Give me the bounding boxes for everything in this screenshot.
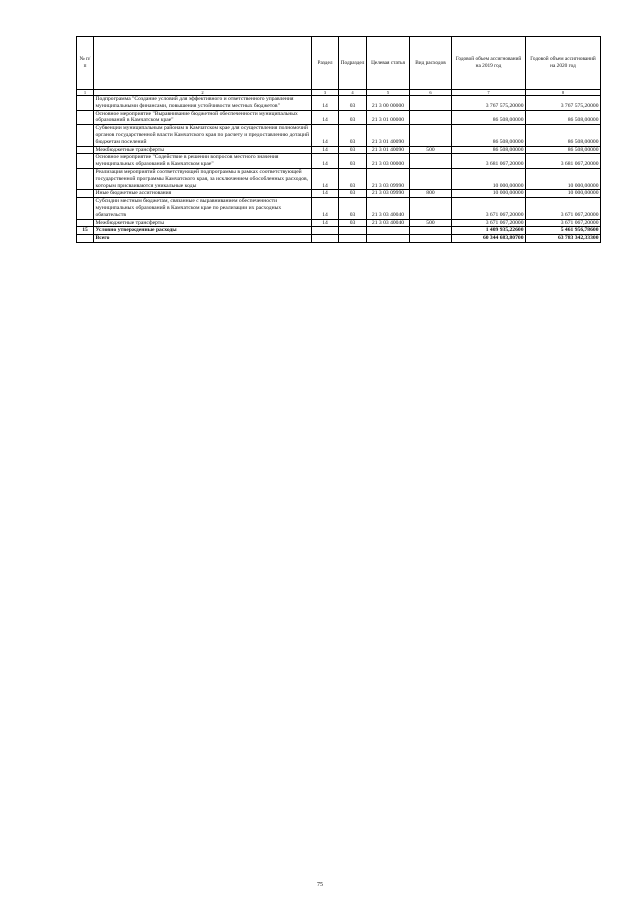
table-row bbox=[77, 154, 601, 169]
cell-expense-type bbox=[410, 168, 452, 189]
cell-number bbox=[77, 168, 94, 189]
cell-amount-2020: 86 508,00000 bbox=[526, 146, 601, 154]
cell-amount-2019: 60 344 683,80700 bbox=[452, 235, 526, 243]
cell-name: Межбюджетные трансферты bbox=[94, 146, 312, 154]
cell-number bbox=[77, 110, 94, 125]
cell-amount-2020: 86 508,00000 bbox=[526, 110, 601, 125]
cell-amount-2019: 86 508,00000 bbox=[452, 146, 526, 154]
column-number: 5 bbox=[367, 90, 410, 96]
header-podrazdel: Подраздел bbox=[339, 37, 367, 90]
cell-name: Всего bbox=[94, 235, 312, 243]
cell-name: Субсидии местным бюджетам, связанные с выравниванием обеспеченности муниципальных образований в Камчатском крае по реализации их расходных обязательств bbox=[94, 198, 312, 219]
cell-name: Иные бюджетные ассигнования bbox=[94, 190, 312, 198]
cell-number: 15 bbox=[77, 227, 94, 235]
cell-expense-type bbox=[410, 154, 452, 169]
cell-target-article: 21 3 03 40040 bbox=[367, 219, 410, 227]
cell-amount-2020: 10 000,00000 bbox=[526, 190, 601, 198]
cell-podrazdel: 03 bbox=[339, 146, 367, 154]
cell-razdel: 14 bbox=[312, 110, 339, 125]
cell-number bbox=[77, 125, 94, 146]
cell-razdel: 14 bbox=[312, 154, 339, 169]
header-2020: Годовой объем ассигнований на 2020 год bbox=[526, 37, 601, 90]
column-number: 4 bbox=[339, 90, 367, 96]
budget-table bbox=[76, 36, 601, 243]
cell-expense-type bbox=[410, 235, 452, 243]
cell-razdel bbox=[312, 227, 339, 235]
table-body bbox=[77, 96, 601, 243]
cell-number bbox=[77, 219, 94, 227]
cell-podrazdel: 03 bbox=[339, 198, 367, 219]
column-number: 7 bbox=[452, 90, 526, 96]
cell-amount-2020: 5 461 956,78600 bbox=[526, 227, 601, 235]
cell-target-article: 21 3 03 09990 bbox=[367, 190, 410, 198]
column-number: 3 bbox=[312, 90, 339, 96]
table-header-row bbox=[77, 37, 601, 90]
table-row bbox=[77, 235, 601, 243]
cell-number bbox=[77, 96, 94, 111]
cell-razdel: 14 bbox=[312, 198, 339, 219]
table-row bbox=[77, 190, 601, 198]
cell-razdel: 14 bbox=[312, 96, 339, 111]
cell-name: Основное мероприятие "Выравнивание бюджетной обеспеченности муниципальных образований в Камчатском крае" bbox=[94, 110, 312, 125]
cell-podrazdel: 03 bbox=[339, 154, 367, 169]
cell-amount-2020: 3 681 067,20000 bbox=[526, 154, 601, 169]
cell-number bbox=[77, 198, 94, 219]
header-name bbox=[94, 37, 312, 90]
cell-podrazdel bbox=[339, 235, 367, 243]
header-expense-type: Вид расходов bbox=[410, 37, 452, 90]
header-number: № п/п bbox=[77, 37, 94, 90]
cell-amount-2020: 3 671 067,20000 bbox=[526, 198, 601, 219]
header-2019: Годовой объем ассигнований на 2019 год bbox=[452, 37, 526, 90]
header-razdel: Раздел bbox=[312, 37, 339, 90]
cell-number bbox=[77, 190, 94, 198]
table-row bbox=[77, 198, 601, 219]
cell-amount-2019: 10 000,00000 bbox=[452, 168, 526, 189]
cell-podrazdel: 03 bbox=[339, 125, 367, 146]
column-number: 1 bbox=[77, 90, 94, 96]
cell-amount-2019: 3 671 067,20000 bbox=[452, 198, 526, 219]
cell-target-article: 21 3 00 00000 bbox=[367, 96, 410, 111]
page-number: 75 bbox=[317, 882, 323, 888]
cell-target-article: 21 3 01 40090 bbox=[367, 125, 410, 146]
cell-podrazdel: 03 bbox=[339, 110, 367, 125]
cell-razdel: 14 bbox=[312, 125, 339, 146]
cell-razdel: 14 bbox=[312, 168, 339, 189]
cell-razdel bbox=[312, 235, 339, 243]
column-number: 8 bbox=[526, 90, 601, 96]
cell-expense-type bbox=[410, 110, 452, 125]
cell-expense-type: 800 bbox=[410, 190, 452, 198]
cell-amount-2019: 86 508,00000 bbox=[452, 110, 526, 125]
cell-number bbox=[77, 235, 94, 243]
cell-number bbox=[77, 154, 94, 169]
table-row bbox=[77, 219, 601, 227]
cell-podrazdel: 03 bbox=[339, 219, 367, 227]
column-number: 6 bbox=[410, 90, 452, 96]
cell-name: Основное мероприятие "Содействие в решении вопросов местного значения муниципальных образований в Камчатском крае" bbox=[94, 154, 312, 169]
cell-amount-2019: 3 681 067,20000 bbox=[452, 154, 526, 169]
cell-expense-type bbox=[410, 198, 452, 219]
cell-name: Реализация мероприятий соответствующей подпрограммы в рамках соответствующей государственной программы Камчатского края, за исключением обособленных расходов, которым присваиваются уникальные коды bbox=[94, 168, 312, 189]
cell-podrazdel: 03 bbox=[339, 190, 367, 198]
cell-amount-2019: 86 508,00000 bbox=[452, 125, 526, 146]
cell-podrazdel bbox=[339, 227, 367, 235]
cell-podrazdel: 03 bbox=[339, 168, 367, 189]
cell-name: Условно утвержденные расходы bbox=[94, 227, 312, 235]
cell-target-article: 21 3 01 40090 bbox=[367, 146, 410, 154]
cell-target-article: 21 3 01 00000 bbox=[367, 110, 410, 125]
table-row bbox=[77, 110, 601, 125]
cell-expense-type bbox=[410, 125, 452, 146]
table-row bbox=[77, 146, 601, 154]
cell-razdel: 14 bbox=[312, 190, 339, 198]
cell-razdel: 14 bbox=[312, 146, 339, 154]
cell-expense-type: 500 bbox=[410, 219, 452, 227]
cell-amount-2019: 1 409 935,22600 bbox=[452, 227, 526, 235]
table-row bbox=[77, 96, 601, 111]
cell-amount-2020: 3 767 575,20000 bbox=[526, 96, 601, 111]
cell-expense-type: 500 bbox=[410, 146, 452, 154]
cell-expense-type bbox=[410, 96, 452, 111]
cell-target-article bbox=[367, 235, 410, 243]
cell-amount-2020: 86 508,00000 bbox=[526, 125, 601, 146]
cell-amount-2020: 10 000,00000 bbox=[526, 168, 601, 189]
cell-amount-2019: 10 000,00000 bbox=[452, 190, 526, 198]
cell-target-article: 21 3 03 40040 bbox=[367, 198, 410, 219]
cell-name: Межбюджетные трансферты bbox=[94, 219, 312, 227]
header-target-article: Целевая статья bbox=[367, 37, 410, 90]
cell-number bbox=[77, 146, 94, 154]
cell-razdel: 14 bbox=[312, 219, 339, 227]
cell-name: Подпрограмма "Создание условий для эффективного и ответственного управления муниципальными финансами, повышения устойчивости местных бюджетов" bbox=[94, 96, 312, 111]
table-row bbox=[77, 125, 601, 146]
cell-target-article bbox=[367, 227, 410, 235]
table-row bbox=[77, 168, 601, 189]
cell-amount-2019: 3 767 575,20000 bbox=[452, 96, 526, 111]
cell-amount-2020: 3 671 067,20000 bbox=[526, 219, 601, 227]
column-number: 2 bbox=[94, 90, 312, 96]
cell-target-article: 21 3 03 00000 bbox=[367, 154, 410, 169]
cell-name: Субвенции муниципальным районам в Камчатском крае для осуществления полномочий органов государственной власти Камчатского края по расчету и предоставлению дотаций бюджетам поселений bbox=[94, 125, 312, 146]
table-row bbox=[77, 227, 601, 235]
cell-expense-type bbox=[410, 227, 452, 235]
cell-podrazdel: 03 bbox=[339, 96, 367, 111]
cell-amount-2020: 63 783 342,33300 bbox=[526, 235, 601, 243]
cell-amount-2019: 3 671 067,20000 bbox=[452, 219, 526, 227]
cell-target-article: 21 3 03 09990 bbox=[367, 168, 410, 189]
